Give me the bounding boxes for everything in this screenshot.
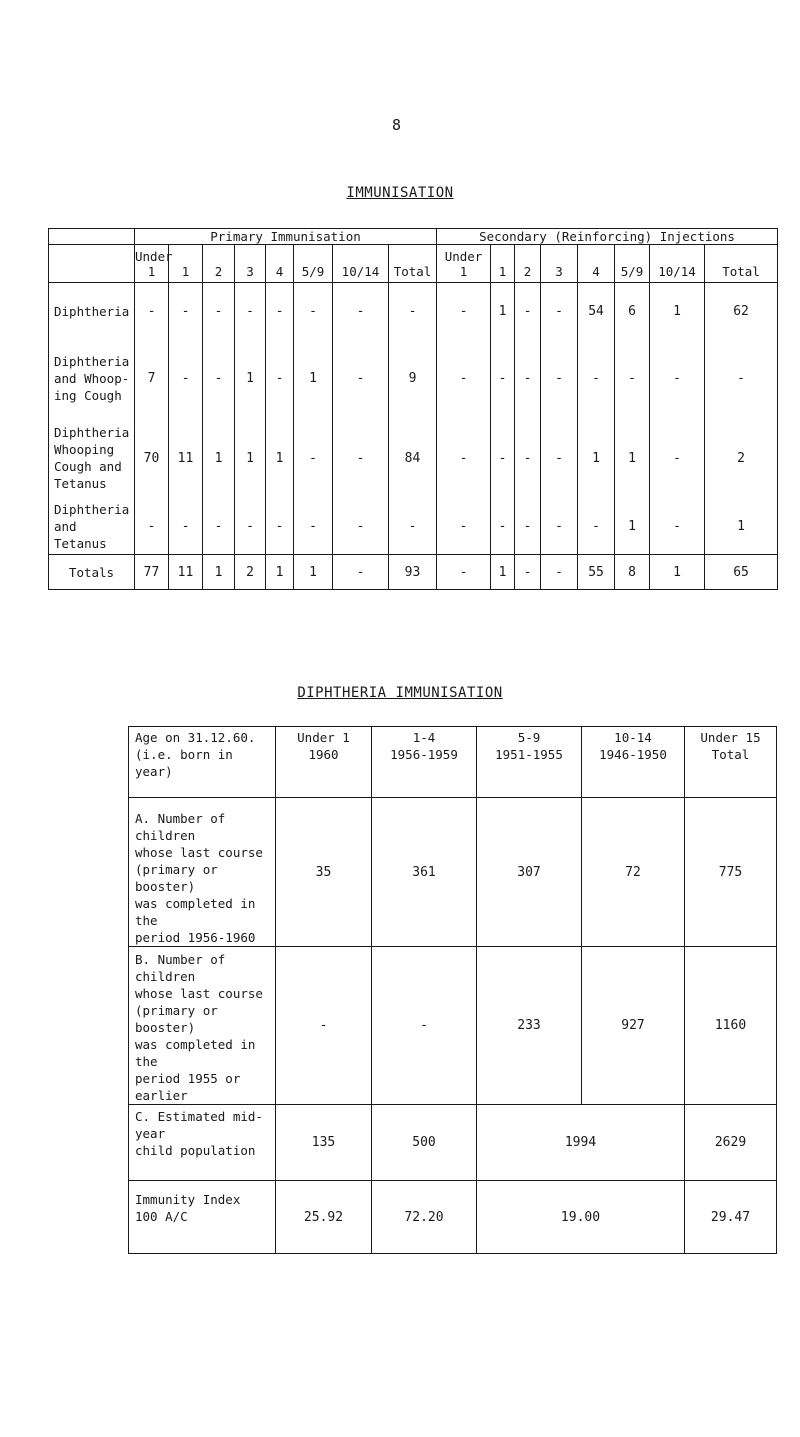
- cell: -: [437, 555, 491, 590]
- cell: -: [276, 947, 372, 1105]
- cell: -: [372, 947, 477, 1105]
- col-header: 5/9: [615, 245, 650, 283]
- row-label: Immunity Index 100 A/C: [129, 1181, 276, 1254]
- cell: -: [650, 339, 705, 417]
- diphtheria-title: DIPHTHERIA IMMUNISATION: [297, 685, 503, 701]
- cell: -: [437, 499, 491, 555]
- cell: -: [578, 499, 615, 555]
- cell: -: [389, 283, 437, 340]
- totals-row: [49, 555, 778, 590]
- cell: -: [266, 339, 294, 417]
- col-header: 1-4 1956-1959: [372, 727, 477, 798]
- cell: -: [578, 339, 615, 417]
- cell: 9: [389, 339, 437, 417]
- row-label: Diphtheria Whooping Cough and Tetanus: [49, 417, 135, 499]
- table-row: [49, 339, 778, 417]
- col-header: 5-9 1951-1955: [477, 727, 582, 798]
- col-header: 2: [203, 245, 235, 283]
- cell: -: [705, 339, 778, 417]
- cell: 11: [169, 417, 203, 499]
- cell: 93: [389, 555, 437, 590]
- cell: 233: [477, 947, 582, 1105]
- col-header: Total: [389, 245, 437, 283]
- cell: -: [615, 339, 650, 417]
- cell: -: [203, 283, 235, 340]
- cell: -: [541, 555, 578, 590]
- col-header: 5/9: [294, 245, 333, 283]
- row-label: B. Number of children whose last course (primary or booster) was completed in the period 1955 or earlier: [129, 947, 276, 1105]
- cell: -: [333, 283, 389, 340]
- cell: 77: [135, 555, 169, 590]
- col-header: 4: [266, 245, 294, 283]
- cell: 29.47: [685, 1181, 777, 1254]
- table-row: [129, 1181, 777, 1254]
- cell: 1: [578, 417, 615, 499]
- cell: 307: [477, 798, 582, 947]
- cell: -: [169, 499, 203, 555]
- cell: 927: [582, 947, 685, 1105]
- cell: 84: [389, 417, 437, 499]
- cell: -: [203, 499, 235, 555]
- cell: -: [541, 283, 578, 340]
- cell: -: [333, 417, 389, 499]
- cell: -: [515, 555, 541, 590]
- cell: -: [294, 499, 333, 555]
- cell: 1994: [477, 1105, 685, 1181]
- cell: 1: [294, 555, 333, 590]
- cell: 7: [135, 339, 169, 417]
- cell: -: [491, 339, 515, 417]
- col-header: 3: [541, 245, 578, 283]
- cell: 19.00: [477, 1181, 685, 1254]
- cell: 2: [705, 417, 778, 499]
- col-header: 10/14: [333, 245, 389, 283]
- cell: 2629: [685, 1105, 777, 1181]
- row-label: Diphtheria: [49, 283, 135, 340]
- col-header: Under 1: [135, 245, 169, 283]
- diphtheria-table: [128, 726, 777, 1254]
- cell: -: [650, 417, 705, 499]
- cell: -: [169, 283, 203, 340]
- cell: 1: [266, 555, 294, 590]
- primary-group-header: Primary Immunisation: [135, 229, 437, 245]
- cell: -: [541, 339, 578, 417]
- cell: -: [135, 283, 169, 340]
- age-header: Age on 31.12.60. (i.e. born in year): [129, 727, 276, 798]
- cell: -: [169, 339, 203, 417]
- table-row: [49, 283, 778, 340]
- cell: 1: [203, 555, 235, 590]
- immunisation-title: IMMUNISATION: [346, 185, 454, 201]
- cell: 1: [294, 339, 333, 417]
- cell: -: [491, 417, 515, 499]
- cell: -: [333, 555, 389, 590]
- cell: -: [203, 339, 235, 417]
- cell: -: [437, 339, 491, 417]
- cell: 1: [235, 339, 266, 417]
- cell: -: [235, 283, 266, 340]
- cell: 11: [169, 555, 203, 590]
- col-header: 2: [515, 245, 541, 283]
- cell: -: [437, 417, 491, 499]
- col-header: Under 1 1960: [276, 727, 372, 798]
- immunisation-table: [48, 228, 778, 590]
- page-number: 8: [392, 116, 402, 134]
- cell: -: [650, 499, 705, 555]
- cell: 62: [705, 283, 778, 340]
- cell: 500: [372, 1105, 477, 1181]
- cell: -: [541, 417, 578, 499]
- table-row: [49, 417, 778, 499]
- cell: -: [135, 499, 169, 555]
- cell: 54: [578, 283, 615, 340]
- cell: 6: [615, 283, 650, 340]
- cell: 775: [685, 798, 777, 947]
- col-header: 1: [491, 245, 515, 283]
- cell: -: [294, 417, 333, 499]
- cell: 2: [235, 555, 266, 590]
- table-row: [49, 499, 778, 555]
- row-label: C. Estimated mid-year child population: [129, 1105, 276, 1181]
- cell: -: [491, 499, 515, 555]
- cell: -: [389, 499, 437, 555]
- cell: -: [541, 499, 578, 555]
- table-row: [129, 798, 777, 947]
- cell: 72: [582, 798, 685, 947]
- table-row: [129, 1105, 777, 1181]
- row-label: A. Number of children whose last course (primary or booster) was completed in the period 1956-1960: [129, 798, 276, 947]
- col-header: 4: [578, 245, 615, 283]
- row-label: Diphtheria and Whoop- ing Cough: [49, 339, 135, 417]
- cell: 1: [650, 555, 705, 590]
- col-header: 3: [235, 245, 266, 283]
- table-row: [129, 947, 777, 1105]
- col-header: 10/14: [650, 245, 705, 283]
- cell: 1: [705, 499, 778, 555]
- cell: 1: [615, 417, 650, 499]
- cell: 1: [491, 555, 515, 590]
- cell: -: [235, 499, 266, 555]
- col-header: Under 1: [437, 245, 491, 283]
- col-header: 1: [169, 245, 203, 283]
- cell: 361: [372, 798, 477, 947]
- cell: -: [333, 339, 389, 417]
- cell: 1: [650, 283, 705, 340]
- cell: 135: [276, 1105, 372, 1181]
- cell: -: [515, 283, 541, 340]
- cell: 1: [235, 417, 266, 499]
- cell: -: [294, 283, 333, 340]
- col-header: 10-14 1946-1950: [582, 727, 685, 798]
- cell: -: [515, 499, 541, 555]
- cell: -: [437, 283, 491, 340]
- cell: 1160: [685, 947, 777, 1105]
- totals-label: Totals: [49, 555, 135, 590]
- cell: 25.92: [276, 1181, 372, 1254]
- cell: 1: [615, 499, 650, 555]
- cell: -: [266, 283, 294, 340]
- cell: 1: [266, 417, 294, 499]
- row-label: Diphtheria and Tetanus: [49, 499, 135, 555]
- col-header: Under 15 Total: [685, 727, 777, 798]
- col-header: Total: [705, 245, 778, 283]
- secondary-group-header: Secondary (Reinforcing) Injections: [437, 229, 778, 245]
- cell: 55: [578, 555, 615, 590]
- cell: 72.20: [372, 1181, 477, 1254]
- cell: 1: [203, 417, 235, 499]
- cell: 65: [705, 555, 778, 590]
- cell: 1: [491, 283, 515, 340]
- cell: -: [266, 499, 294, 555]
- cell: 8: [615, 555, 650, 590]
- cell: -: [515, 339, 541, 417]
- cell: -: [333, 499, 389, 555]
- cell: 35: [276, 798, 372, 947]
- cell: 70: [135, 417, 169, 499]
- cell: -: [515, 417, 541, 499]
